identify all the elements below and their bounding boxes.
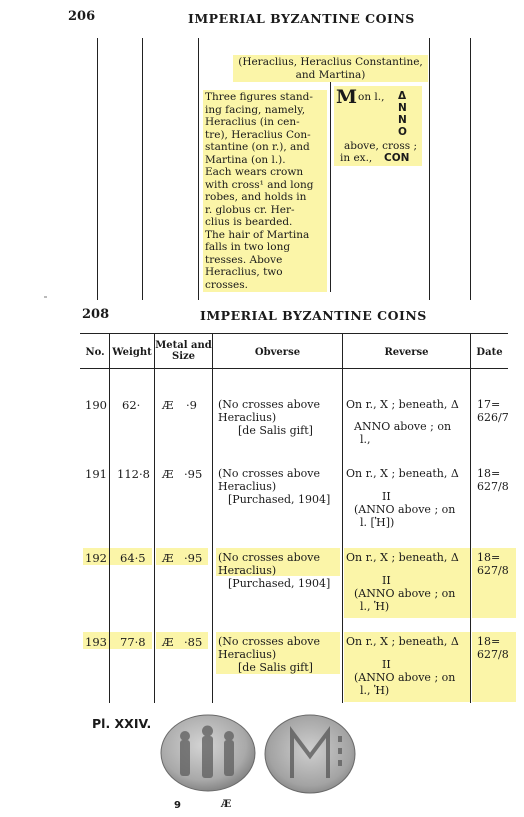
header-weight: Weight [112,347,152,358]
header-reverse: Reverse [384,347,429,358]
top-rule-1 [97,38,98,300]
obv-line: robes, and holds in [205,191,307,203]
row-193-date [477,635,509,661]
date-line: 18= [477,551,501,564]
row-190-no: 190 [85,398,107,412]
header-metal: Metal and [155,340,212,351]
table-col-rule-5 [470,333,471,703]
obv-line: Each wears crown [205,166,304,178]
row-193-metal: Æ [162,635,174,649]
obverse-line: Heraclius) [218,480,277,493]
reverse-big-letter: M [336,86,358,108]
reverse-line: l., Ἡ) [360,684,390,697]
obv-line: with cross¹ and long [205,178,314,191]
top-rule-3 [198,38,199,300]
reverse-line: On r., X ; beneath, Δ [346,551,459,564]
obverse-line: Heraclius) [218,411,277,424]
row-190-obverse [218,398,340,437]
reverse-line: l., [360,433,371,446]
row-192-no: 192 [85,551,107,565]
row-192-metal: Æ [162,551,174,565]
reverse-letter-2: N [398,102,407,114]
reverse-line: II [382,658,391,671]
row-192-date [477,551,509,577]
bottom-page-number: 208 [82,307,110,322]
row-193-no: 193 [85,635,107,649]
obverse-line: [de Salis gift] [238,424,313,437]
header-date: Date [476,347,503,358]
obverse-line: Heraclius) [218,648,277,661]
obverse-description [203,90,327,292]
reverse-line: II [382,574,391,587]
group-heading-line-1: (Heraclius, Heraclius Constantine, [238,56,423,68]
obv-line: ing facing, namely, [205,103,306,116]
table-col-rule-1 [109,333,110,703]
reverse-mint: CON [384,152,410,164]
plate-caption-number: 9 [174,800,181,811]
obv-line: tre), Heraclius Con- [205,128,311,141]
row-191-weight: 112·8 [117,467,150,481]
coin-obverse-image [158,712,258,794]
date-line: 627/8 [477,648,509,661]
row-193-reverse [346,635,470,697]
reverse-line: On r., X ; beneath, Δ [346,467,459,480]
reverse-line: On r., X ; beneath, Δ [346,635,459,648]
row-191-obverse [218,467,340,506]
row-191-metal: Æ [162,467,174,481]
top-rule-4 [330,82,331,292]
row-192-obverse [218,551,340,590]
separator-dot [44,296,47,298]
group-heading-line-2: and Martina) [295,68,366,81]
reverse-in-ex: in ex., [340,152,373,164]
table-col-rule-3 [212,333,213,703]
row-190-weight: 62· [122,398,141,412]
reverse-letter-4: O [398,126,407,138]
header-metal-size [155,340,212,362]
row-190-reverse [346,398,470,446]
obv-line: r. globus cr. Her- [205,203,295,216]
top-running-head: IMPERIAL BYZANTINE COINS [188,11,415,26]
group-heading [233,55,428,82]
row-190-metal: Æ [162,398,174,412]
row-191-no: 191 [85,467,107,481]
obv-line: Heraclius (in cen- [205,116,300,128]
date-line: 627/8 [477,480,509,493]
date-line: 627/8 [477,564,509,577]
obverse-line: (No crosses above [218,551,320,564]
obv-line: tresses. Above [205,253,283,266]
table-col-rule-4 [342,333,343,703]
obv-line: clius is bearded. [205,216,293,228]
obv-line: The hair of Martina [205,228,310,241]
plate-caption-metal: Æ [221,799,232,810]
plate-label: Pl. XXIV. [92,716,152,731]
row-191-size: ·95 [184,467,203,481]
reverse-line: l. [Ἡ]) [360,516,395,529]
reverse-line: (ANNO above ; on [354,503,456,516]
row-193-size: ·85 [184,635,203,649]
obverse-line: (No crosses above [218,467,320,480]
reverse-line: (ANNO above ; on [354,671,456,684]
top-rule-6 [470,38,471,300]
row-193-obverse [218,635,340,674]
obverse-line: [Purchased, 1904] [228,577,331,590]
reverse-above-cross: above, cross ; [344,140,417,152]
reverse-on-l: on l., [358,91,385,103]
table-top-rule [80,333,508,334]
bottom-running-head: IMPERIAL BYZANTINE COINS [200,308,427,323]
row-192-reverse [346,551,470,613]
obv-line: Three figures stand- [205,91,313,103]
header-size: Size [171,351,196,362]
reverse-line: On r., X ; beneath, Δ [346,398,459,411]
date-line: 17= [477,398,501,411]
reverse-line: l., Ἡ) [360,600,390,613]
obverse-line: [Purchased, 1904] [228,493,331,506]
row-191-date [477,467,509,493]
date-line: 626/7 [477,411,509,424]
obv-line: falls in two long [205,241,291,253]
top-rule-5 [429,38,430,300]
top-rule-2 [142,38,143,300]
date-line: 18= [477,467,501,480]
reverse-letter-1: Δ [398,90,407,102]
obverse-line: (No crosses above [218,398,320,411]
obv-line: crosses. [205,278,248,291]
date-line: 18= [477,635,501,648]
row-192-weight: 64·5 [120,551,146,565]
obv-line: Heraclius, two [205,266,283,278]
row-192-size: ·95 [184,551,203,565]
reverse-line: (ANNO above ; on [354,587,456,600]
row-193-weight: 77·8 [120,635,146,649]
obverse-line: Heraclius) [218,564,277,577]
obv-line: Martina (on l.). [205,153,286,166]
coin-reverse-image [262,712,358,796]
reverse-letter-3: N [398,114,407,126]
row-190-size: ·9 [186,398,197,412]
obv-line: stantine (on r.), and [205,141,310,153]
obverse-line: [de Salis gift] [238,661,313,674]
header-no: No. [85,347,105,358]
reverse-line: ANNO above ; on [354,420,452,433]
header-obverse: Obverse [254,347,301,358]
reverse-line: II [382,490,391,503]
row-191-reverse [346,467,470,529]
top-page-number: 206 [68,9,96,24]
row-190-date [477,398,509,424]
table-header-rule [80,368,508,369]
reverse-description [334,86,422,166]
table-col-rule-2 [154,333,155,703]
obverse-line: (No crosses above [218,635,320,648]
